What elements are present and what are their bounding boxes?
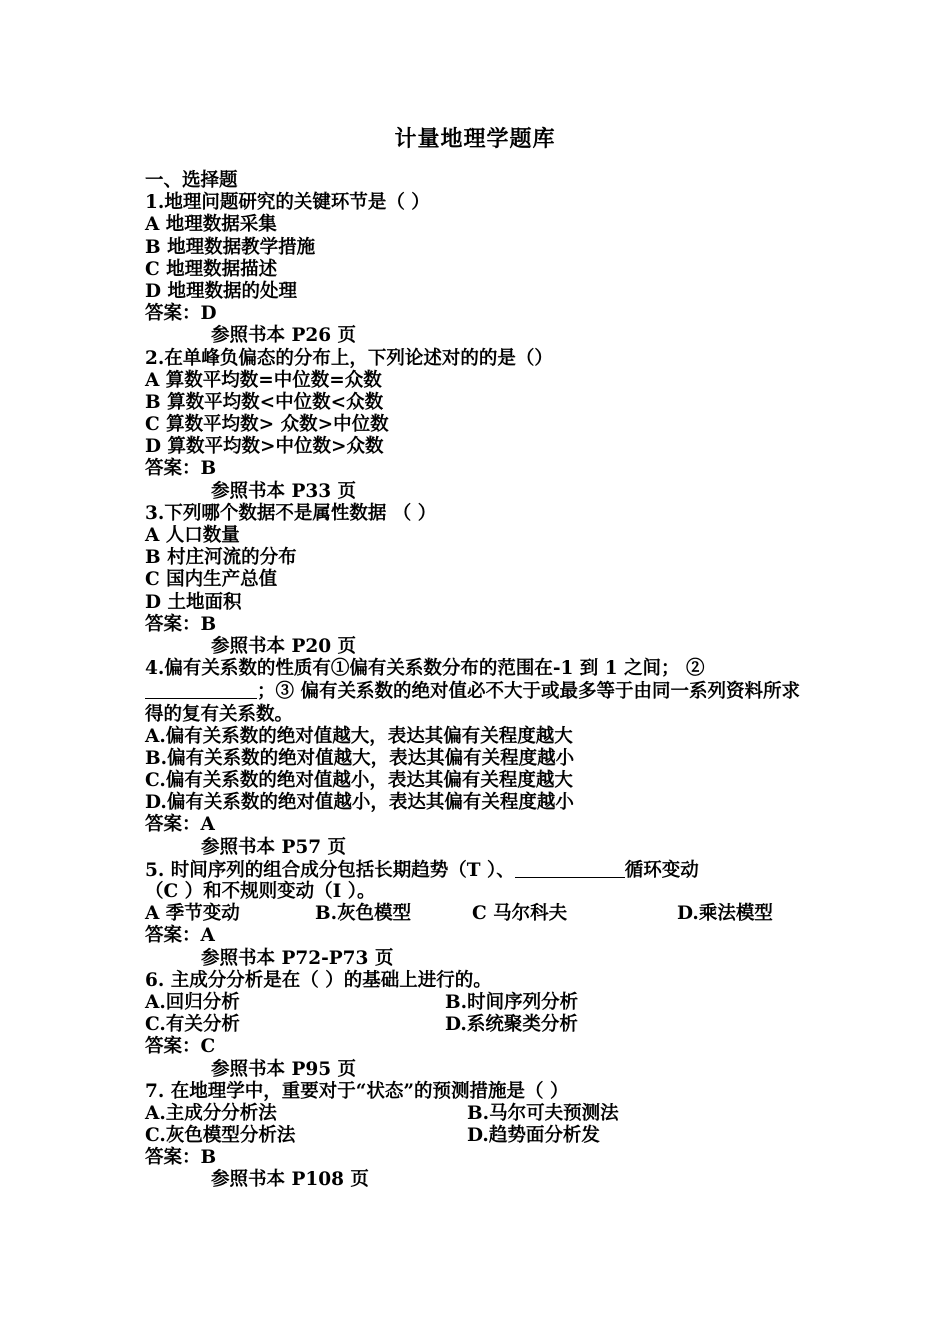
question-3-option-d: D 土地面积 (145, 591, 242, 613)
question-7-option-c: C.灰色模型分析法 (145, 1125, 296, 1147)
question-5-stem (145, 859, 810, 881)
question-3-option-b: B 村庄河流的分布 (145, 547, 297, 569)
question-2-option-d: D 算数平均数>中位数>众数 (145, 436, 384, 458)
question-1-option-d: D 地理数据的处理 (145, 280, 297, 302)
question-4-answer: 答案：A (145, 814, 215, 836)
question-5-stem-part2: 循环变动 (624, 859, 699, 881)
question-1-reference: 参照书本 P26 页 (211, 325, 357, 347)
question-1-stem: 1.地理问题研究的关键环节是（ ） (145, 192, 430, 214)
question-6-option-b: B.时间序列分析 (445, 991, 579, 1013)
question-4-stem-part2: ；③ 偏有关系数的绝对值必不大于或最多等于由同一系列资料所求得的复有关系数。 (145, 681, 800, 725)
question-1-option-b: B 地理数据教学措施 (145, 236, 316, 258)
question-4-option-d: D.偏有关系数的绝对值越小，表达其偏有关程度越小 (145, 792, 574, 814)
question-7-option-a: A.主成分分析法 (145, 1102, 277, 1124)
question-2-reference: 参照书本 P33 页 (211, 480, 357, 502)
question-7-answer: 答案：B (145, 1147, 217, 1169)
fill-blank (515, 859, 625, 878)
question-5-option-c: C 马尔科夫 (472, 903, 568, 925)
question-3-option-c: C 国内生产总值 (145, 569, 278, 591)
question-2-answer: 答案：B (145, 458, 217, 480)
question-7-option-d: D.趋势面分析发 (467, 1125, 600, 1147)
question-4-stem (145, 658, 810, 726)
question-4-stem-part1: 4.偏有关系数的性质有①偏有关系数分布的范围在-1 到 1 之间； ② (145, 658, 705, 680)
question-5-option-d: D.乘法模型 (677, 903, 773, 925)
question-6-answer: 答案：C (145, 1036, 216, 1058)
question-5-stem-part1: 5. 时间序列的组合成分包括长期趋势（T ）、 (145, 859, 515, 881)
question-3-stem: 3.下列哪个数据不是属性数据 （ ） (145, 502, 437, 524)
question-7-reference: 参照书本 P108 页 (211, 1169, 369, 1191)
fill-blank (145, 680, 257, 699)
question-2-stem: 2.在单峰负偏态的分布上，下列论述对的的是（） (145, 347, 553, 369)
question-6-options-row2 (145, 1014, 810, 1036)
question-2-option-b: B 算数平均数<中位数<众数 (145, 391, 384, 413)
question-1-option-c: C 地理数据描述 (145, 258, 278, 280)
question-5-options (145, 903, 810, 925)
question-6-option-c: C.有关分析 (145, 1014, 240, 1036)
question-3-answer: 答案：B (145, 613, 217, 635)
question-1-option-a: A 地理数据采集 (145, 214, 277, 236)
question-6-option-d: D.系统聚类分析 (445, 1014, 578, 1036)
question-7-options-row1 (145, 1103, 810, 1125)
question-4-option-a: A.偏有关系数的绝对值越大，表达其偏有关程度越大 (145, 725, 573, 747)
question-7-option-b: B.马尔可夫预测法 (467, 1102, 619, 1124)
question-5-option-b: B.灰色模型 (315, 903, 412, 925)
question-5-answer: 答案：A (145, 925, 215, 947)
section-heading: 一、选择题 (145, 170, 238, 191)
question-6-reference: 参照书本 P95 页 (211, 1058, 357, 1080)
question-4-reference: 参照书本 P57 页 (201, 836, 347, 858)
question-5-reference: 参照书本 P72-P73 页 (201, 947, 394, 969)
question-1-answer: 答案：D (145, 303, 217, 325)
question-7-options-row2 (145, 1125, 810, 1147)
question-3-reference: 参照书本 P20 页 (211, 635, 357, 657)
question-5-stem-line2: （C ）和不规则变动（I ）。 (145, 881, 376, 903)
question-5-option-a: A 季节变动 (145, 903, 240, 925)
question-6-options-row1 (145, 992, 810, 1014)
question-3-option-a: A 人口数量 (145, 525, 240, 546)
page-title: 计量地理学题库 (394, 126, 556, 152)
question-4-option-c: C.偏有关系数的绝对值越小，表达其偏有关程度越大 (145, 770, 573, 792)
question-6-stem: 6. 主成分分析是在（ ）的基础上进行的。 (145, 969, 492, 991)
question-2-option-a: A 算数平均数=中位数=众数 (145, 369, 382, 391)
question-6-option-a: A.回归分析 (145, 991, 240, 1013)
question-4-option-b: B.偏有关系数的绝对值越大，表达其偏有关程度越小 (145, 747, 575, 769)
question-2-option-c: C 算数平均数> 众数>中位数 (145, 414, 389, 436)
question-7-stem: 7. 在地理学中，重要对于“状态”的预测措施是（ ） (145, 1080, 569, 1102)
question-list (145, 170, 810, 1192)
